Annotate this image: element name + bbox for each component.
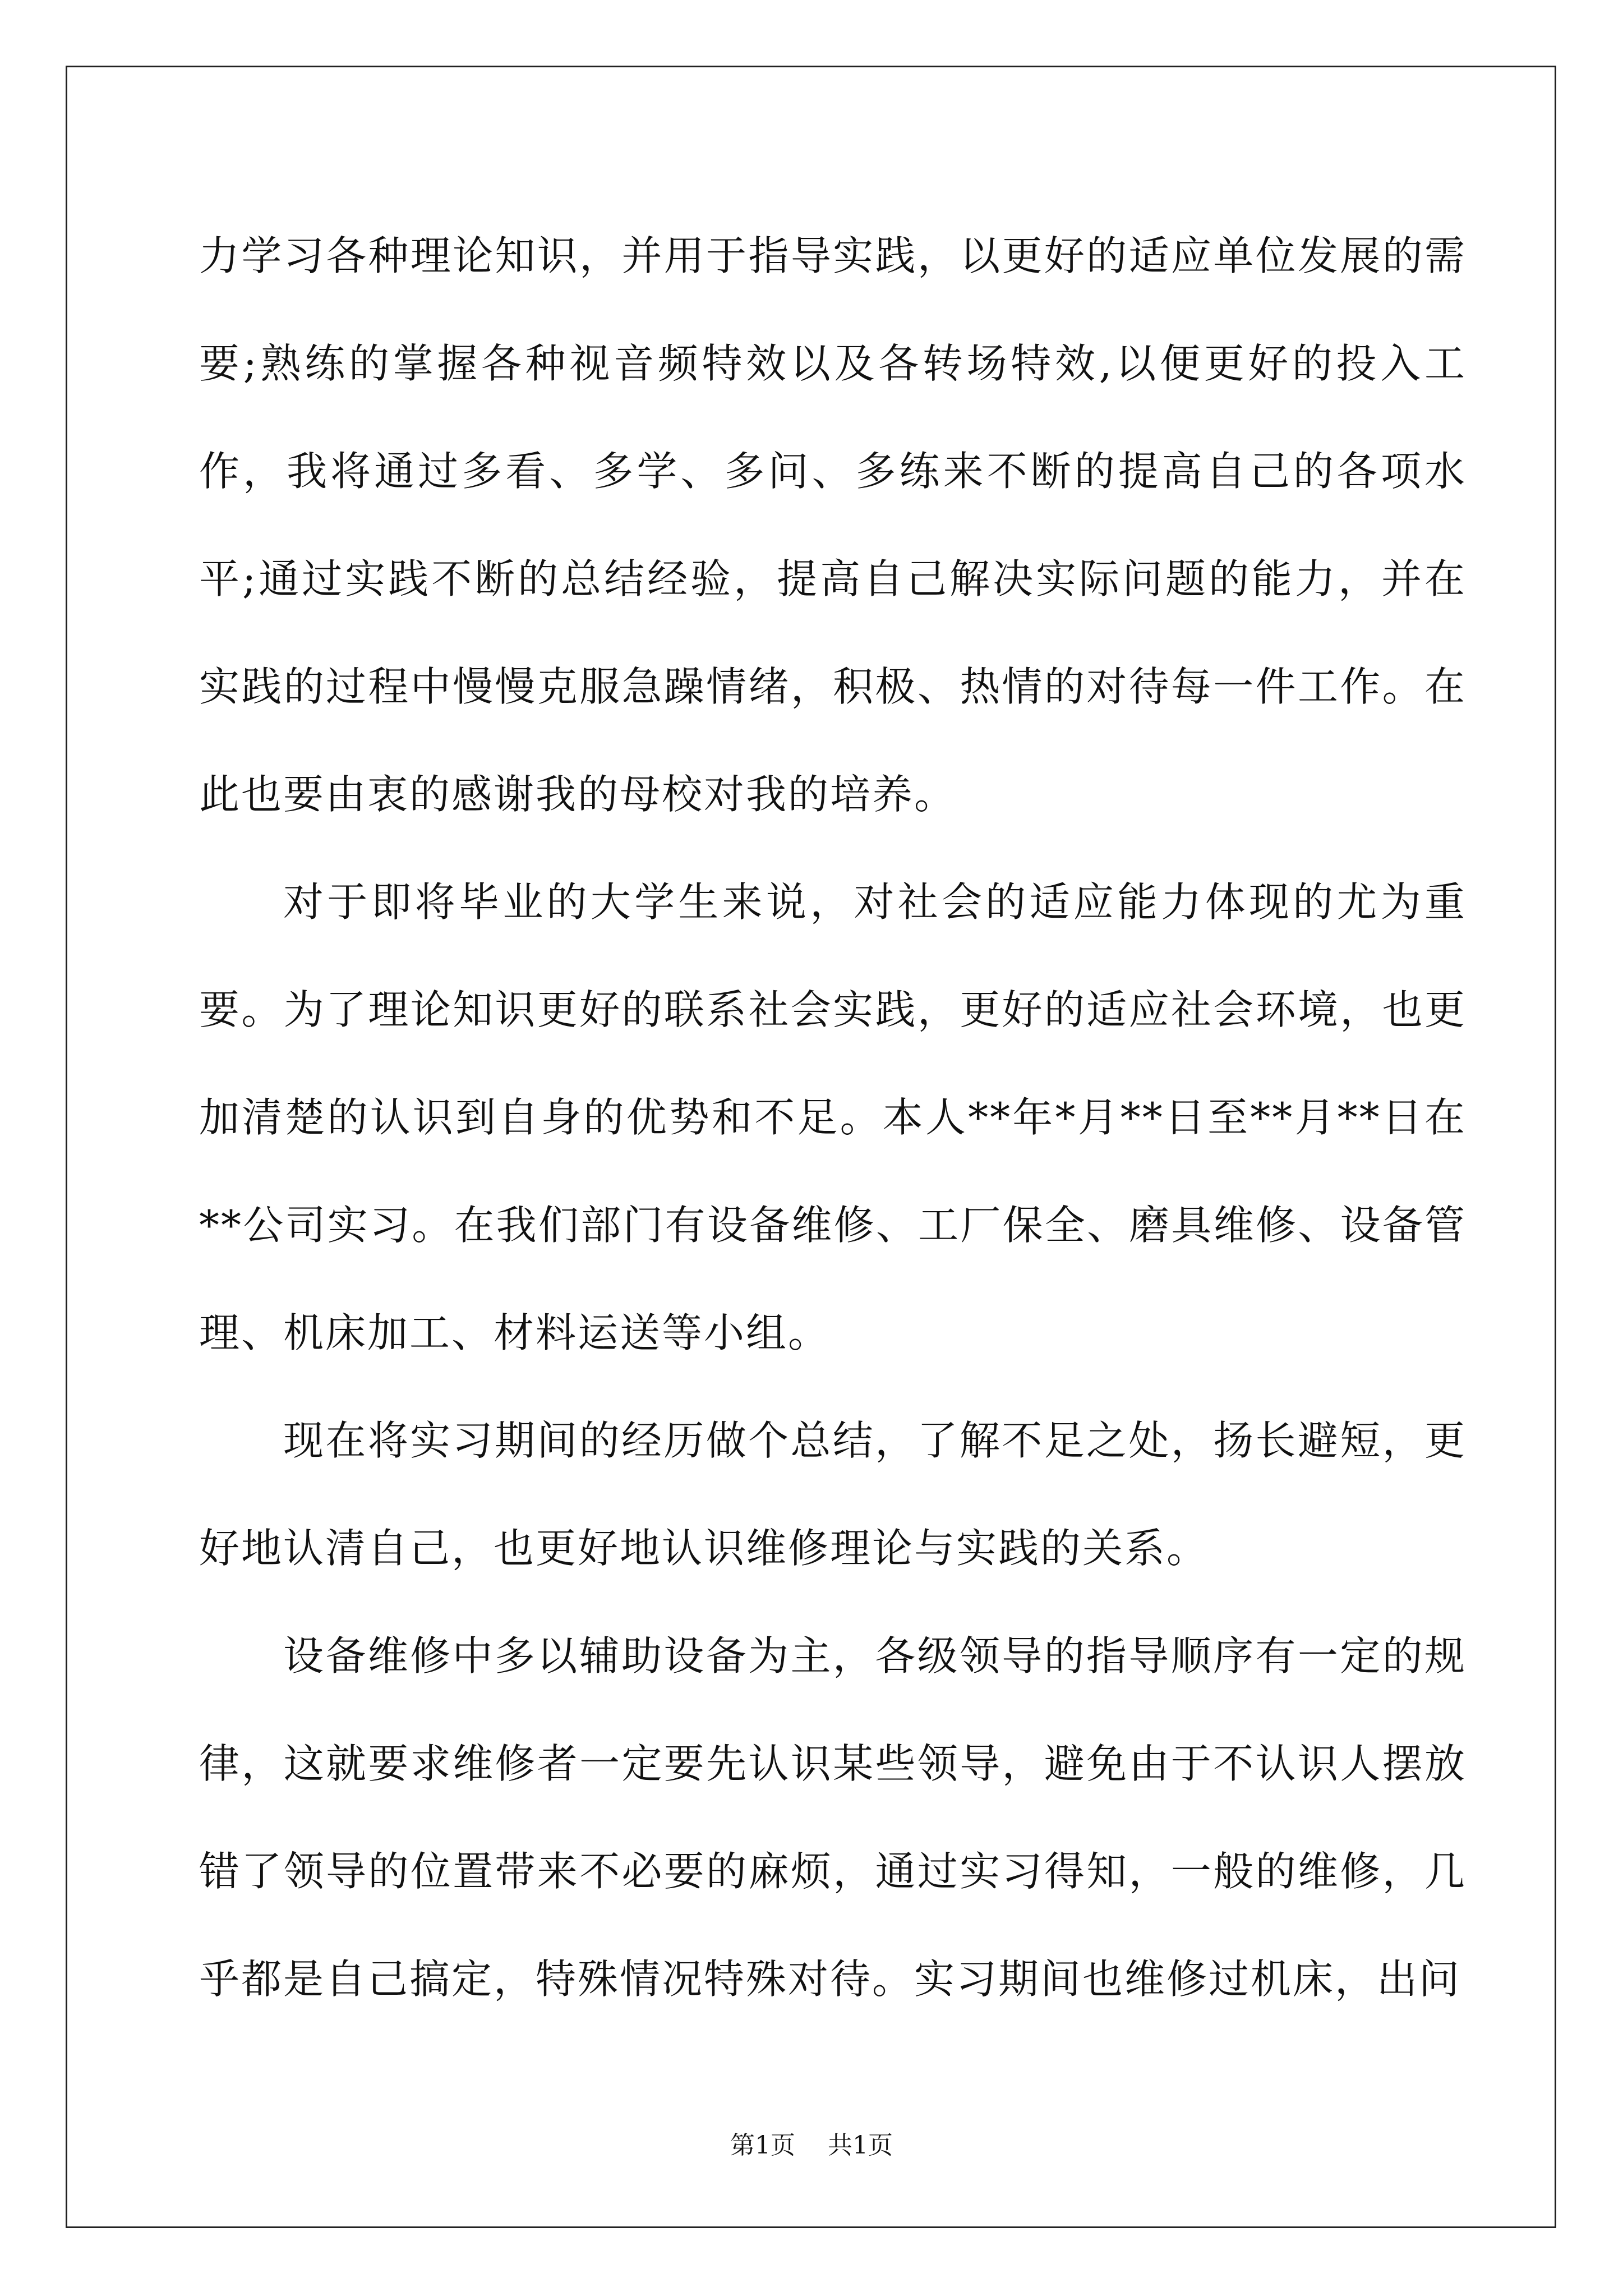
page-number: 第1页 <box>730 2131 795 2160</box>
page-total: 共1页 <box>828 2131 893 2160</box>
paragraph-3: 现在将实习期间的经历做个总结，了解不足之处，扬长避短，更好地认清自己，也更好地认识维修理论与实践的关系。 <box>199 1417 1467 1572</box>
paragraph-4: 设备维修中多以辅助设备为主，各级领导的指导顺序有一定的规律，这就要求维修者一定要先认识某些领导，避免由于不认识人摆放错了领导的位置带来不必要的麻烦，通过实习得知，一般的维修，几乎都是自己搞定，特殊情况特殊对待。实习期间也维修过机床，出问 <box>199 1632 1467 2003</box>
paragraph-1: 力学习各种理论知识，并用于指导实践，以更好的适应单位发展的需要;熟练的掌握各种视音频特效以及各转场特效,以便更好的投入工作，我将通过多看、多学、多问、多练来不断的提高自己的各项水平;通过实践不断的总结经验，提高自己解决实际问题的能力，并在实践的过程中慢慢克服急躁情绪，积极、热情的对待每一件工作。在此也要由衷的感谢我的母校对我的培养。 <box>199 232 1467 818</box>
document-body <box>199 202 1467 2033</box>
paragraph-2: 对于即将毕业的大学生来说，对社会的适应能力体现的尤为重要。为了理论知识更好的联系社会实践，更好的适应社会环境，也更加清楚的认识到自身的优势和不足。本人**年*月**日至**月**日在**公司实习。在我们部门有设备维修、工厂保全、磨具维修、设备管理、机床加工、材料运送等小组。 <box>199 878 1467 1356</box>
page-footer <box>0 2129 1623 2162</box>
